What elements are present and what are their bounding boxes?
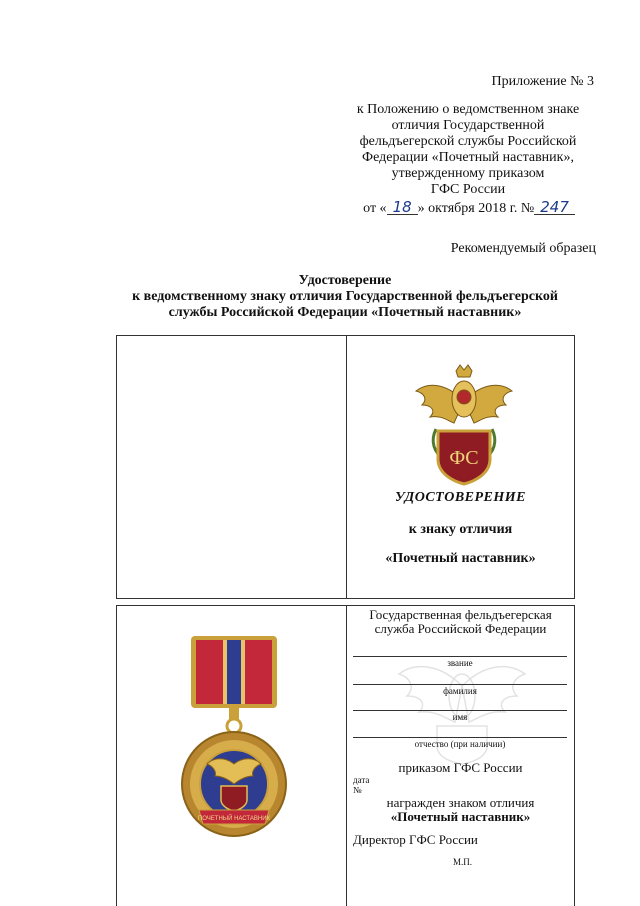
surname-field-line — [353, 684, 567, 685]
medal-icon — [179, 634, 289, 839]
service-line: Государственная фельдъегерская — [369, 607, 552, 622]
order-label: приказом ГФС России — [398, 760, 523, 775]
recommended-sample: Рекомендуемый образец — [450, 241, 596, 256]
awarded-badge-name: «Почетный наставник» — [390, 809, 531, 824]
badge-name: «Почетный наставник» — [385, 551, 536, 566]
date-middle: » октября 2018 г. № — [417, 201, 535, 216]
certificate-inner-spread — [116, 605, 575, 906]
date-prefix: от « — [363, 201, 387, 216]
rank-field-line — [353, 656, 567, 657]
stamp-place-label: М.П. — [453, 857, 473, 867]
patronymic-field-line — [353, 737, 567, 738]
awarded-text: награжден знаком отличия — [386, 795, 535, 810]
patronymic-caption: отчество (при наличии) — [414, 739, 506, 749]
issuing-service — [347, 608, 574, 636]
certificate-word: УДОСТОВЕРЕНИЕ — [394, 490, 527, 505]
eagle-emblem-icon — [414, 361, 514, 486]
rank-caption: звание — [447, 658, 473, 668]
service-line: служба Российской Федерации — [374, 621, 547, 636]
reference-line: к Положению о ведомственном знаке — [356, 102, 580, 117]
reference-line: утвержденному приказом — [391, 166, 545, 181]
title-line: Удостоверение — [298, 273, 392, 288]
order-date-line — [332, 200, 606, 217]
handwritten-day: 18 — [387, 200, 418, 215]
title-line: к ведомственному знаку отличия Государственной фельдъегерской — [132, 289, 558, 304]
regulation-reference — [338, 102, 598, 198]
emblem-letters: ФС — [449, 447, 479, 469]
name-caption: имя — [452, 712, 468, 722]
reference-line: ГФС России — [430, 182, 506, 197]
reference-line: фельдъегерской службы Российской — [359, 134, 577, 149]
fold-line — [346, 606, 347, 906]
title-line: службы Российской Федерации «Почетный наставник» — [168, 305, 522, 320]
name-field-line — [353, 710, 567, 711]
handwritten-order-number: 247 — [534, 200, 575, 215]
medal-banner-text: ПОЧЕТНЫЙ НАСТАВНИК — [197, 816, 271, 822]
certificate-subtitle: к знаку отличия — [408, 522, 513, 537]
appendix-number: Приложение № 3 — [491, 74, 594, 89]
reference-line: Федерации «Почетный наставник», — [362, 150, 574, 165]
number-label: № — [353, 785, 362, 795]
reference-line: отличия Государственной — [391, 118, 545, 133]
surname-caption: фамилия — [443, 686, 477, 696]
certificate-cover-spread — [116, 335, 575, 599]
document-title — [100, 273, 590, 321]
date-label: дата — [353, 775, 370, 785]
director-signature-label: Директор ГФС России — [353, 832, 478, 847]
